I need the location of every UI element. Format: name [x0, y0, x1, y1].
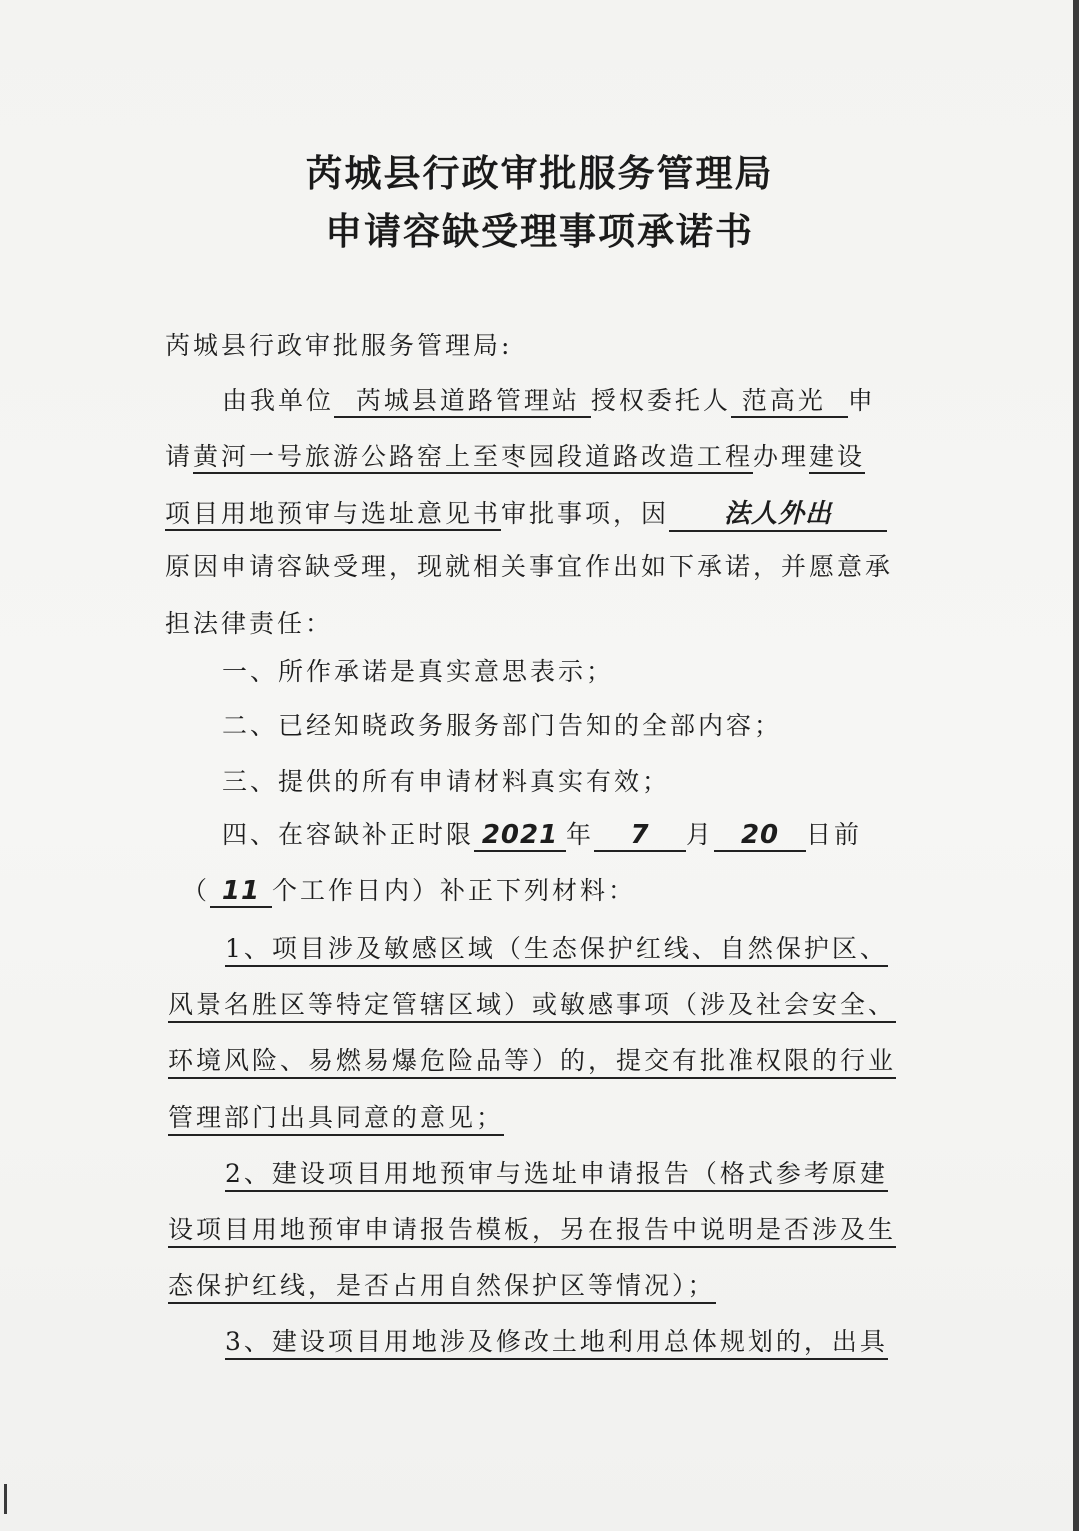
workdays-count: 11 [210, 876, 272, 908]
item-name-part2: 项目用地预审与选址意见书 [165, 499, 501, 531]
scan-mark [4, 1484, 7, 1514]
promise-3: 三、提供的所有申请材料真实有效； [222, 767, 671, 796]
material-1-line1: 1、项目涉及敏感区域（生态保护红线、自然保护区、 [225, 929, 975, 969]
material-2-line2: 设项目用地预审申请报告模板，另在报告中说明是否涉及生 [168, 1210, 918, 1250]
promise-2: 二、已经知晓政务服务部门告知的全部内容； [222, 711, 783, 740]
item-name-part1: 建设 [809, 442, 865, 474]
deadline-line [222, 815, 972, 855]
material-2-line3: 态保护红线，是否占用自然保护区等情况）； [168, 1266, 918, 1306]
deadline-day: 20 [714, 820, 806, 852]
text: （ [182, 876, 211, 905]
text: 申 [847, 386, 876, 415]
material-1-line4: 管理部门出具同意的意见； [168, 1098, 918, 1138]
text: 个工作日内）补正下列材料： [272, 876, 637, 905]
unit-name: 芮城县道路管理站 [334, 386, 591, 418]
text: 请 [165, 442, 194, 471]
material-1-line3: 环境风险、易燃易爆危险品等）的，提交有批准权限的行业 [168, 1041, 918, 1081]
salutation: 芮城县行政审批服务管理局: [165, 331, 513, 360]
text: 审批事项，因 [501, 499, 670, 528]
material-2-line1: 2、建设项目用地预审与选址申请报告（格式参考原建 [225, 1154, 975, 1194]
text: 授权委托人 [590, 386, 731, 415]
material-1-line2: 风景名胜区等特定管辖区域）或敏感事项（涉及社会安全、 [168, 985, 918, 1025]
para1-line5: 担法律责任： [165, 609, 334, 638]
text: 由我单位 [222, 386, 335, 415]
text: 月 [686, 820, 715, 849]
material-3-line1: 3、建设项目用地涉及修改土地利用总体规划的，出具 [225, 1322, 975, 1362]
text: 年 [566, 820, 595, 849]
document-title-line2: 申请容缺受理事项承诺书 [325, 210, 754, 253]
agent-name: 范高光 [731, 386, 848, 418]
para1-line1 [222, 381, 972, 421]
project-name: 黄河一号旅游公路窑上至枣园段道路改造工程 [193, 442, 753, 474]
para1-line3 [165, 493, 915, 533]
text: 日前 [806, 820, 863, 849]
workdays-line [182, 871, 932, 911]
deadline-month: 7 [594, 820, 686, 852]
text: 办理 [753, 442, 810, 471]
para1-line4: 原因申请容缺受理，现就相关事宜作出如下承诺，并愿意承 [165, 552, 894, 581]
deadline-year: 2021 [474, 820, 566, 852]
promise-1: 一、所作承诺是真实意思表示； [222, 657, 615, 686]
document-title-line1: 芮城县行政审批服务管理局 [305, 152, 774, 195]
text: 四、在容缺补正时限 [222, 820, 475, 849]
para1-line2 [165, 437, 915, 477]
reason-handwritten: 法人外出 [669, 493, 887, 532]
